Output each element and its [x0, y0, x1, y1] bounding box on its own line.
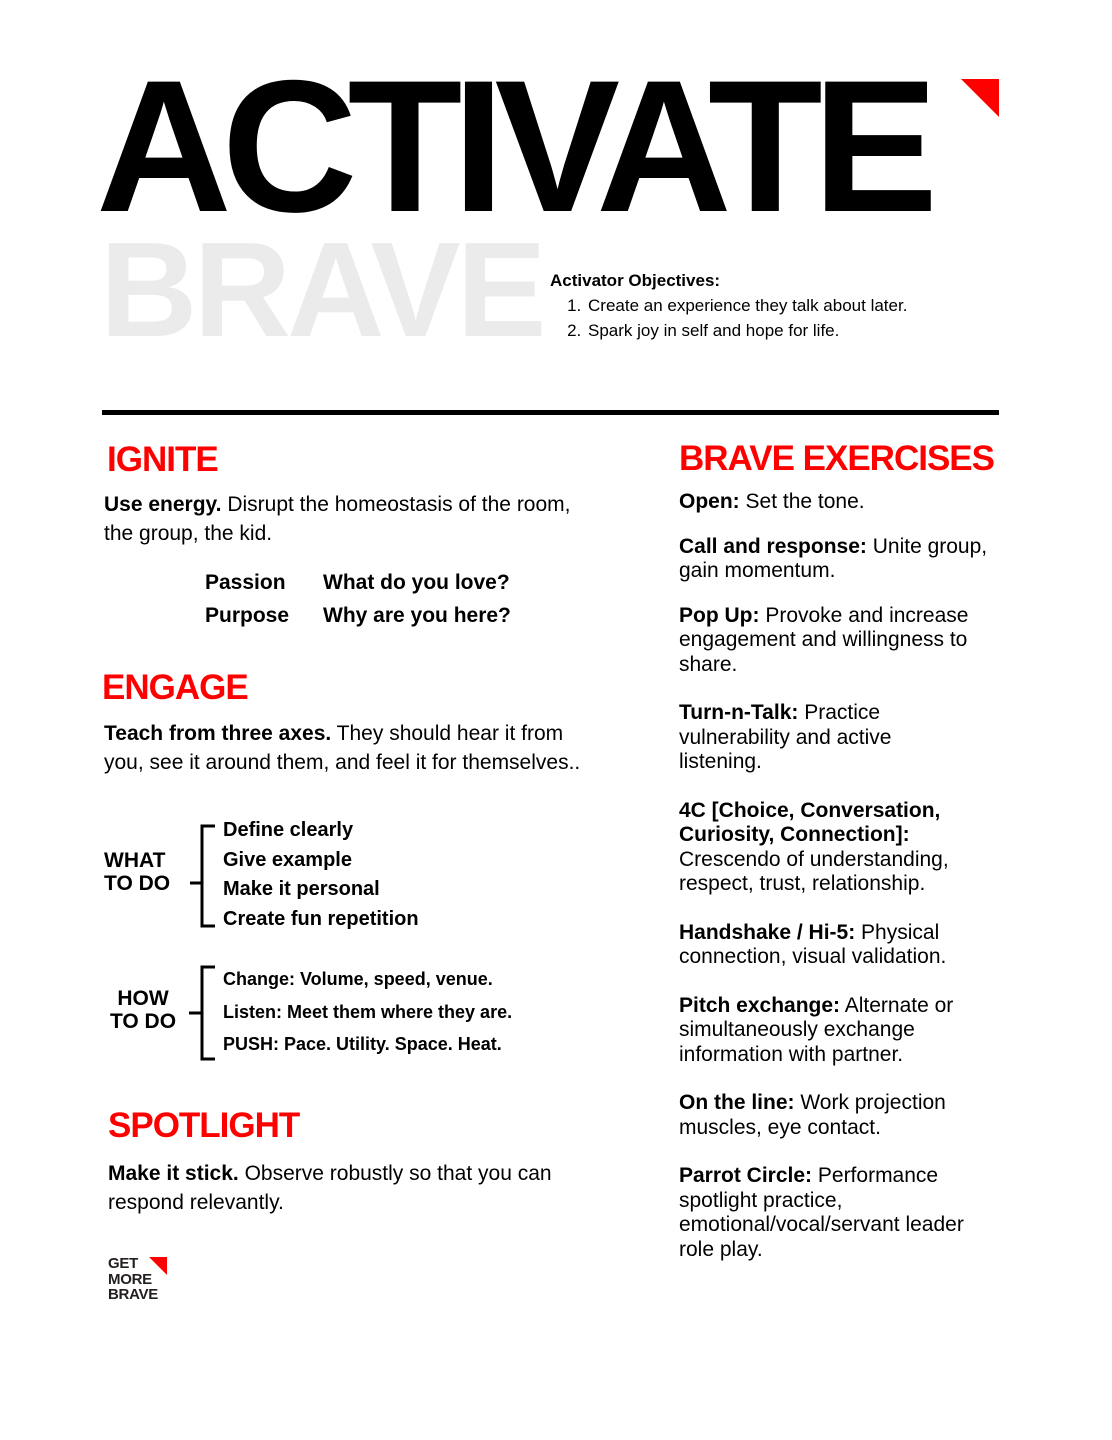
ignite-paragraph	[104, 490, 604, 548]
how-to-do-list	[223, 963, 512, 1061]
exercise-item	[679, 1091, 999, 1140]
exercise-item	[679, 994, 989, 1068]
table-row	[205, 599, 511, 632]
ignite-body: Disrupt the homeostasis of the room, the group, the kid.	[104, 493, 571, 545]
exercise-desc: Alternate or simultaneously exchange information with partner.	[679, 993, 954, 1066]
exercise-desc: Unite group, gain momentum.	[679, 534, 988, 582]
exercise-item	[679, 535, 1009, 584]
logo-line: MORE	[108, 1270, 152, 1288]
exercise-name: Pop Up:	[679, 603, 760, 627]
spotlight-lead: Make it stick.	[108, 1162, 239, 1185]
exercise-desc: Physical connection, visual validation.	[679, 920, 947, 968]
exercise-name: Pitch exchange:	[679, 993, 841, 1017]
row-key: Passion	[205, 571, 286, 594]
ignite-heading: IGNITE	[107, 440, 218, 479]
exercise-name: 4C [Choice, Conversation, Curiosity, Connection]:	[679, 798, 941, 846]
logo-triangle-icon	[149, 1257, 167, 1275]
exercise-desc: Set the tone.	[739, 490, 865, 513]
exercise-item	[679, 799, 1009, 897]
exercise-desc: Crescendo of understanding, respect, trust, relationship.	[679, 847, 949, 895]
row-value: What do you love?	[323, 571, 510, 594]
engage-heading: ENGAGE	[102, 668, 248, 707]
list-item: Listen: Meet them where they are.	[223, 1001, 513, 1022]
list-item: Create fun repetition	[223, 907, 419, 930]
row-key: Purpose	[205, 604, 290, 627]
exercise-name: Call and response:	[679, 534, 867, 558]
exercises-list	[679, 490, 1009, 1262]
list-item: PUSH: Pace. Utility. Space. Heat.	[223, 1034, 502, 1054]
exercise-desc: Provoke and increase engagement and willingness to share.	[679, 603, 969, 676]
spotlight-heading: SPOTLIGHT	[108, 1106, 300, 1145]
engage-paragraph	[104, 719, 599, 777]
activator-objectives	[550, 268, 907, 343]
logo-line: BRAVE	[108, 1286, 158, 1303]
spotlight-body: Observe robustly so that you can respond relevantly.	[108, 1162, 552, 1214]
how-bracket-icon	[186, 963, 218, 1063]
row-value: Why are you here?	[323, 604, 511, 627]
exercise-item	[679, 490, 1009, 515]
what-to-do-label	[104, 849, 170, 895]
page-title: ACTIVATE	[96, 41, 929, 251]
objectives-title: Activator Objectives:	[550, 271, 721, 290]
table-row	[205, 566, 511, 599]
label-line: TO DO	[109, 1010, 177, 1033]
list-item: Change: Volume, speed, venue.	[223, 969, 493, 989]
label-line: WHAT	[104, 849, 166, 872]
exercise-item	[679, 1164, 989, 1262]
spotlight-paragraph	[108, 1159, 608, 1217]
what-to-do-list	[223, 816, 419, 934]
horizontal-divider	[102, 410, 999, 415]
list-item: Define clearly	[223, 819, 354, 841]
exercise-item	[679, 604, 979, 678]
objectives-list	[550, 293, 907, 343]
exercise-name: Handshake / Hi-5:	[679, 920, 856, 944]
exercises-heading: BRAVE EXERCISES	[679, 439, 994, 478]
objective-item: 2. Spark joy in self and hope for life.	[586, 318, 907, 343]
exercise-name: Parrot Circle:	[679, 1164, 813, 1187]
objective-item: 1. Create an experience they talk about later.	[586, 293, 907, 318]
label-line: TO DO	[104, 872, 171, 895]
what-bracket-icon	[188, 822, 218, 930]
exercise-item	[679, 701, 949, 775]
red-corner-triangle-icon	[961, 79, 999, 117]
passion-purpose-table	[205, 566, 511, 632]
list-item: Make it personal	[223, 878, 380, 900]
exercise-desc: Performance spotlight practice, emotional/vocal/servant leader role play.	[679, 1164, 964, 1261]
how-to-do-label	[107, 987, 179, 1033]
logo-line: GET	[108, 1255, 138, 1272]
exercise-desc: Practice vulnerability and active listening.	[679, 701, 892, 773]
exercise-name: Turn-n-Talk:	[679, 701, 799, 724]
list-item: Give example	[223, 848, 352, 871]
exercise-name: Open:	[679, 490, 740, 513]
label-line: HOW	[117, 987, 169, 1010]
engage-body: They should hear it from you, see it around them, and feel it for themselves..	[104, 722, 581, 774]
exercise-desc: Work projection muscles, eye contact.	[679, 1091, 946, 1139]
exercise-name: On the line:	[679, 1091, 795, 1114]
ignite-lead: Use energy.	[104, 493, 222, 516]
engage-lead: Teach from three axes.	[104, 722, 332, 745]
brave-watermark: BRAVE	[100, 214, 543, 365]
exercise-item	[679, 921, 1009, 970]
